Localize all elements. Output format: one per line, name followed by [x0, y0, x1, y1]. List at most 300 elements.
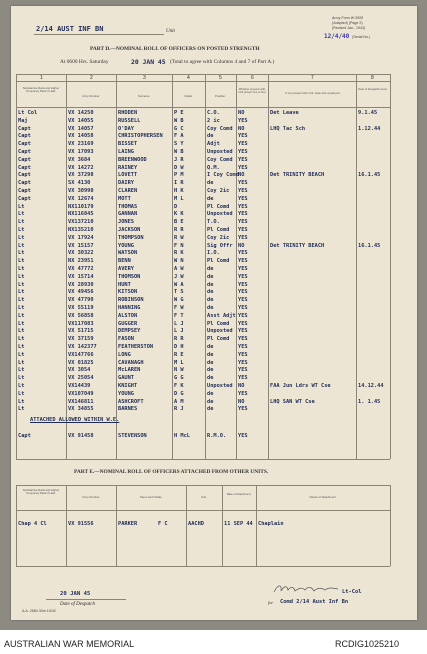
- signer-rank: Lt-Col: [342, 589, 362, 595]
- cell-army-number: VX117083: [68, 320, 94, 327]
- cell-initials: A W: [174, 266, 184, 272]
- cell-rank: Lt: [18, 289, 25, 296]
- cell-army-number: VX 37159: [68, 336, 94, 343]
- cell-surname: LONG: [118, 351, 131, 358]
- cell-present: YES: [238, 297, 248, 304]
- col-number-2: 2: [90, 75, 93, 81]
- cell-surname: MOTT: [118, 195, 131, 202]
- cell-surname: AVERY: [118, 266, 134, 272]
- cell-army-number: VX 49456: [68, 289, 94, 296]
- cell-position: Pl Comd: [207, 203, 230, 210]
- cell-position: T.O.: [207, 219, 220, 226]
- cell-rank: Lt: [18, 266, 25, 272]
- e-col-header-unit: Unit.: [201, 495, 207, 499]
- cell-position: de: [207, 351, 214, 358]
- cell-surname: DAIRY: [118, 180, 134, 187]
- cell-present: YES: [238, 227, 248, 233]
- cell-position: de: [207, 281, 214, 288]
- cell-present: YES: [238, 433, 248, 439]
- handwritten-signature: [272, 582, 342, 596]
- cell-rank: Lt: [18, 305, 25, 311]
- col-header-army-number: Army Number.: [82, 94, 100, 98]
- cell-army-number: VX107049: [68, 390, 94, 397]
- cell-position: Pl Comd: [207, 320, 230, 327]
- cell-rank: Lt: [18, 203, 25, 210]
- cell-initials: R R: [174, 227, 184, 233]
- cell-rank: Capt: [18, 172, 31, 179]
- cell-employed: LHQ Tac Sch: [270, 125, 306, 132]
- cell-rank: Capt: [18, 180, 31, 187]
- table-row: [16, 125, 390, 133]
- cell-position: Asst Adjt: [207, 312, 236, 319]
- despatch-date: 20 JAN 45: [60, 591, 91, 597]
- cell-army-number: VX 14055: [68, 117, 94, 124]
- cell-rank: Capt: [18, 141, 31, 148]
- cell-present: YES: [238, 234, 248, 241]
- serial-label: (Serial No.): [352, 35, 371, 39]
- table-row: [16, 117, 390, 125]
- despatch-label: Date of Despatch: [60, 602, 95, 607]
- cell-surname: BISSET: [118, 141, 138, 148]
- cell-army-number: VX 3684: [68, 156, 91, 163]
- cell-present: YES: [238, 281, 248, 288]
- cell-present: YES: [238, 344, 248, 350]
- cell-rank: Lt Col: [18, 110, 38, 116]
- table-row: [16, 343, 390, 351]
- cell-surname: GUGGER: [118, 320, 138, 327]
- table-row: [16, 257, 390, 265]
- cell-present: YES: [238, 266, 248, 272]
- cell-initials: N W: [174, 367, 184, 374]
- archive-id: RCDIG1025210: [335, 639, 400, 649]
- cell-present: YES: [238, 164, 248, 171]
- cell-army-number: NX110179: [68, 203, 94, 210]
- cell-surname: RHODEN: [118, 110, 138, 116]
- cell-position: Coy 2ic: [207, 188, 230, 194]
- cell-present: YES: [238, 273, 248, 280]
- attached-label: ATTACHED ALLOWED WITHIN W.E.: [30, 417, 120, 423]
- cell-employed: Det TRINITY BEACH: [270, 242, 325, 249]
- cell-position: Adjt: [207, 141, 220, 148]
- cell-rank: Capt: [18, 195, 31, 202]
- cell-position: Coy Comd: [207, 156, 233, 163]
- cell-army-number: VX 34855: [68, 406, 94, 413]
- cell-employed: FAA Jun Ldrs WT Cse: [270, 383, 331, 389]
- cell-initials: J R: [174, 156, 184, 163]
- cell-army-number: VX 14058: [68, 133, 94, 140]
- cell-army-number: NX 23951: [68, 258, 94, 265]
- cell-surname: BARNES: [118, 406, 138, 413]
- cell-rank: Capt: [18, 133, 31, 140]
- cell-position: de: [207, 289, 214, 296]
- cell-surname: HANNING: [118, 305, 141, 311]
- cell-position: de: [207, 398, 214, 405]
- cell-present: YES: [238, 406, 248, 413]
- e-col-header-date: Date of Attachment.: [226, 492, 252, 496]
- table-row: [16, 109, 390, 117]
- form-adapted: (Adapted) (Page 2): [332, 21, 363, 25]
- cell-position: de: [207, 375, 214, 382]
- cell-position: Sig Offr: [207, 242, 233, 249]
- e-col-header-rank: Substantive Rank and Higher Temporary Rank if Held.: [22, 488, 60, 496]
- cell-rank: Maj: [18, 117, 28, 124]
- cell-surname: LAING: [118, 149, 134, 155]
- cell-army-number: VX 91458: [68, 433, 94, 439]
- cell-position: I.O.: [207, 250, 220, 257]
- cell-army-number: VX 15157: [68, 242, 94, 249]
- cell-initials: M L: [174, 195, 184, 202]
- cell-rank: Lt: [18, 281, 25, 288]
- cell-rank: Capt: [18, 156, 31, 163]
- cell-initials: D W: [174, 164, 184, 171]
- col-number-7: 7: [311, 75, 314, 81]
- cell-rank: Lt: [18, 351, 25, 358]
- cell-surname: BENN: [118, 258, 131, 265]
- cell-army-number: VX14439: [68, 383, 91, 389]
- cell-present: YES: [238, 367, 248, 374]
- cell-despatch-date: 16.1.45: [358, 172, 381, 179]
- table-row: [16, 140, 390, 148]
- cell-initials: H McL: [174, 433, 190, 439]
- archive-name: AUSTRALIAN WAR MEMORIAL: [4, 639, 135, 649]
- cell-position: 2 ic: [207, 117, 220, 124]
- cell-employed: Det Leave: [270, 110, 299, 116]
- cell-present: YES: [238, 219, 248, 226]
- cell-position: Pl Comd: [207, 258, 230, 265]
- cell-army-number: VX 14250: [68, 110, 94, 116]
- col-header-present: Whether present with Unit (insert Yes or No): [238, 87, 266, 95]
- cell-initials: T S: [174, 289, 184, 296]
- cell-initials: F T: [174, 312, 184, 319]
- cell-rank: Lt: [18, 336, 25, 343]
- table-row: [16, 187, 390, 195]
- cell-initials: I R: [174, 180, 184, 187]
- col-header-surname: Surname.: [137, 94, 151, 98]
- cell-initials: D H: [174, 344, 184, 350]
- cell-surname: LOVETT: [118, 172, 138, 179]
- table-row: [16, 335, 390, 343]
- table-row: [16, 203, 390, 211]
- cell-present: YES: [238, 133, 248, 140]
- cell-initials: F C: [158, 521, 168, 527]
- cell-present: YES: [238, 250, 248, 257]
- part-e-title: PART E.—NOMINAL ROLL OF OFFICERS ATTACHED FROM OTHER UNITS.: [74, 469, 269, 475]
- cell-army-number: VX 23169: [68, 141, 94, 148]
- cell-army-number: VX 47790: [68, 297, 94, 304]
- part-d-title: PART D.—NOMINAL ROLL OF OFFICERS ON POSTED STRENGTH: [90, 46, 260, 52]
- e-col-header-army-number: Army Number.: [82, 495, 100, 499]
- unit-name: 2/14 AUST INF BN: [36, 25, 104, 33]
- cell-rank: Lt: [18, 398, 25, 405]
- table-row: [16, 405, 390, 413]
- col-header-rank: Substantive Rank and Higher Temporary Rank if Held.: [22, 86, 60, 94]
- cell-position: de: [207, 133, 214, 140]
- cell-army-number: VX147766: [68, 351, 94, 358]
- table-row: [16, 398, 390, 406]
- cell-initials: F W: [174, 305, 184, 311]
- cell-present: YES: [238, 359, 248, 366]
- table-row: [16, 156, 390, 164]
- cell-present: YES: [238, 211, 248, 218]
- cell-present: YES: [238, 336, 248, 343]
- table-row: [16, 366, 390, 374]
- cell-army-number: VX 56858: [68, 312, 94, 319]
- cell-army-number: VX 15714: [68, 273, 94, 280]
- cell-present: YES: [238, 312, 248, 319]
- cell-initials: M L: [174, 359, 184, 366]
- cell-army-number: VX 142377: [68, 344, 97, 350]
- table-row: [16, 320, 390, 328]
- table-row: [16, 327, 390, 335]
- table-row: [16, 390, 390, 398]
- cell-surname: JACKSON: [118, 227, 141, 233]
- cell-despatch-date: 9.1.45: [358, 110, 378, 116]
- cell-present: YES: [238, 188, 248, 194]
- cell-army-number: VX 37298: [68, 172, 94, 179]
- cell-position: de: [207, 195, 214, 202]
- table-row: [16, 359, 390, 367]
- cell-army-number: VX137210: [68, 219, 94, 226]
- cell-army-number: VX 14272: [68, 164, 94, 171]
- cell-present: YES: [238, 351, 248, 358]
- cell-surname: ROBINSON: [118, 297, 144, 304]
- signoff-prefix: for: [268, 600, 274, 605]
- cell-position: Pl Comd: [207, 336, 230, 343]
- cell-rank: Lt: [18, 367, 25, 374]
- table-row: [16, 195, 390, 203]
- cell-rank: Lt: [18, 383, 25, 389]
- cell-army-number: SX 4130: [68, 180, 91, 187]
- cell-position: R.M.O.: [207, 433, 227, 439]
- cell-surname: KITSON: [118, 289, 138, 296]
- cell-rank: Lt: [18, 312, 25, 319]
- cell-present: NO: [238, 398, 245, 405]
- cell-rank: Capt: [18, 125, 31, 132]
- unit-suffix: Unit: [166, 29, 175, 34]
- col-number-1: 1: [40, 75, 43, 81]
- cell-army-number: VX146811: [68, 398, 94, 405]
- cell-initials: R E: [174, 351, 184, 358]
- cell-initials: D: [174, 203, 178, 210]
- cell-surname: KNIGHT: [118, 383, 138, 389]
- cell-initials: W B: [174, 149, 184, 155]
- cell-position: Coy Comd: [207, 125, 233, 132]
- cell-initials: F A: [174, 133, 184, 140]
- cell-army-number: VX 30990: [68, 188, 94, 194]
- cell-army-number: VX 28930: [68, 281, 94, 288]
- cell-date: 11 SEP 44: [224, 521, 253, 527]
- cell-present: YES: [238, 156, 248, 163]
- cell-initials: W B: [174, 117, 184, 124]
- col-number-5: 5: [219, 75, 222, 81]
- cell-surname: CLAREN: [118, 188, 138, 194]
- cell-initials: R J: [174, 406, 184, 413]
- table-row: [16, 520, 390, 528]
- cell-rank: Capt: [18, 164, 31, 171]
- part-d-note: (Total to agree with Columns 4 and 7 of Part A.): [170, 59, 275, 65]
- cell-surname: CHRISTOPHERSEN: [118, 133, 163, 140]
- cell-surname: FASON: [118, 336, 134, 343]
- cell-position: Q.M.: [207, 164, 220, 171]
- cell-present: NO: [238, 383, 245, 389]
- cell-present: YES: [238, 258, 248, 265]
- cell-rank: Lt: [18, 242, 25, 249]
- cell-initials: D G: [174, 390, 184, 397]
- cell-army-number: VX 51715: [68, 328, 94, 335]
- table-row: [16, 179, 390, 187]
- cell-army-number: VX 14057: [68, 125, 94, 132]
- cell-unit: AACHD: [188, 521, 204, 527]
- col-header-initials: Initials.: [184, 94, 193, 98]
- cell-surname: THOMSON: [118, 273, 141, 280]
- cell-present: NO: [238, 125, 245, 132]
- cell-present: YES: [238, 141, 248, 148]
- cell-rank: Lt: [18, 250, 25, 257]
- table-row: [16, 132, 390, 140]
- table-row: [16, 351, 390, 359]
- cell-army-number: VX 91556: [68, 521, 94, 527]
- cell-despatch-date: 14.12.44: [358, 383, 384, 389]
- cell-rank: Lt: [18, 359, 25, 366]
- table-row: [16, 296, 390, 304]
- table-row: [16, 432, 390, 440]
- cell-present: NO: [238, 172, 245, 179]
- cell-present: YES: [238, 328, 248, 335]
- cell-army-number: VX 47772: [68, 266, 94, 272]
- cell-initials: B E: [174, 219, 184, 226]
- cell-surname: GAUNT: [118, 375, 134, 382]
- cell-position: Unposted: [207, 328, 233, 335]
- cell-army-number: VX 01825: [68, 359, 94, 366]
- cell-initials: R K: [174, 250, 184, 257]
- cell-initials: J W: [174, 273, 184, 280]
- cell-army-number: NX135210: [68, 227, 94, 233]
- cell-position: C.O.: [207, 110, 220, 116]
- e-col-header-name: Name and Initials.: [139, 495, 163, 499]
- cell-surname: FEATHERSTON: [118, 344, 154, 350]
- cell-position: de: [207, 406, 214, 413]
- form-revised: (Revised Jan., 1943): [332, 26, 366, 30]
- col-number-3: 3: [143, 75, 146, 81]
- cell-position: Coy 2ic: [207, 234, 230, 241]
- cell-surname: THOMAS: [118, 203, 138, 210]
- table-row: [16, 148, 390, 156]
- cell-initials: P M: [174, 172, 184, 179]
- cell-surname: HUNT: [118, 281, 131, 288]
- cell-initials: W A: [174, 281, 184, 288]
- table-row: [16, 249, 390, 257]
- cell-rank: Lt: [18, 390, 25, 397]
- col-header-position: Position.: [215, 94, 226, 98]
- cell-present: YES: [238, 289, 248, 296]
- cell-initials: W G: [174, 297, 184, 304]
- cell-position: Unposted: [207, 149, 233, 155]
- cell-position: de: [207, 359, 214, 366]
- cell-army-number: VX 17093: [68, 149, 94, 155]
- cell-initials: P E: [174, 110, 184, 116]
- cell-rank: Lt: [18, 211, 25, 218]
- cell-present: YES: [238, 149, 248, 155]
- cell-position: I Coy Comd: [207, 172, 239, 179]
- cell-name: PARKER: [118, 521, 138, 527]
- form-date: 12/4/40: [324, 33, 350, 40]
- cell-rank: Capt: [18, 433, 31, 439]
- cell-army-number: VX 25054: [68, 375, 94, 382]
- form-number: Army Form W.3008: [332, 16, 364, 20]
- cell-despatch-date: 1. 1.45: [358, 398, 381, 405]
- cell-surname: McLAREN: [118, 367, 141, 374]
- cell-despatch-date: 1.12.44: [358, 125, 381, 132]
- cell-surname: RUSSELL: [118, 117, 141, 124]
- cell-position: de: [207, 367, 214, 374]
- cell-army-number: VX 55119: [68, 305, 94, 311]
- cell-rank: Lt: [18, 375, 25, 382]
- cell-surname: BREENWOOD: [118, 156, 147, 163]
- table-row: [16, 164, 390, 172]
- cell-rank: Lt: [18, 297, 25, 304]
- cell-initials: F K: [174, 383, 184, 389]
- cell-army-number: VX 12674: [68, 195, 94, 202]
- cell-army-number: VX 17924: [68, 234, 94, 241]
- cell-position: de: [207, 266, 214, 272]
- table-row: [16, 234, 390, 242]
- table-row: [16, 312, 390, 320]
- cell-present: NO: [238, 242, 245, 249]
- cell-position: Unposted: [207, 211, 233, 218]
- table-row: [16, 265, 390, 273]
- table-row: [16, 304, 390, 312]
- cell-present: YES: [238, 305, 248, 311]
- cell-rank: Lt: [18, 258, 25, 265]
- cell-position: de: [207, 180, 214, 187]
- cell-present: YES: [238, 375, 248, 382]
- table-row: [16, 218, 390, 226]
- e-col-header-nature: Nature of Attachment.: [309, 495, 337, 499]
- cell-position: Pl Comd: [207, 227, 230, 233]
- cell-surname: DEMPSEY: [118, 328, 141, 335]
- cell-initials: G C: [174, 125, 184, 132]
- cell-initials: R W: [174, 234, 184, 241]
- cell-rank: Lt: [18, 406, 25, 413]
- cell-position: de: [207, 344, 214, 350]
- cell-surname: O'DAY: [118, 125, 134, 132]
- part-d-at-label: At 0600 Hrs. Saturday: [60, 59, 109, 65]
- cell-rank: Lt: [18, 344, 25, 350]
- cell-initials: R R: [174, 336, 184, 343]
- cell-despatch-date: 16.1.45: [358, 242, 381, 249]
- col-header-despatch: Date of Despatch-ment.: [358, 87, 388, 91]
- cell-present: YES: [238, 180, 248, 187]
- cell-present: YES: [238, 390, 248, 397]
- archive-footer: [0, 630, 427, 654]
- part-d-date: 20 JAN 45: [131, 58, 166, 66]
- cell-rank: Lt: [18, 219, 25, 226]
- cell-initials: L J: [174, 320, 184, 327]
- cell-nature: Chaplain: [258, 521, 284, 527]
- cell-present: YES: [238, 203, 248, 210]
- cell-rank: Lt: [18, 320, 25, 327]
- table-row: [16, 210, 390, 218]
- col-number-8: 8: [371, 75, 374, 81]
- cell-initials: K K: [174, 211, 184, 218]
- cell-initials: H K: [174, 188, 184, 194]
- cell-surname: THOMPSON: [118, 234, 144, 241]
- cell-surname: CAVANAGH: [118, 359, 144, 366]
- cell-surname: RAINEY: [118, 164, 138, 171]
- cell-rank: Lt: [18, 227, 25, 233]
- cell-surname: ASHCROFT: [118, 398, 144, 405]
- table-row: [16, 226, 390, 234]
